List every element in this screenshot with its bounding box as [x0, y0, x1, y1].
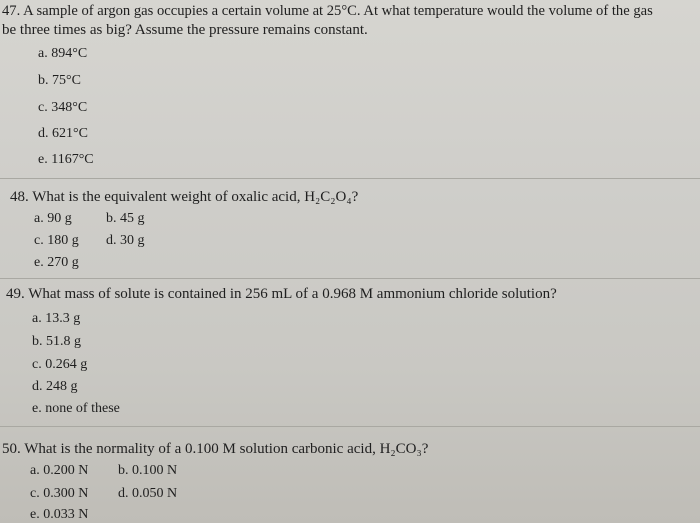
- question-47-option-a: a. 894°C: [38, 46, 88, 61]
- question-48-option-e: e. 270 g: [34, 255, 79, 270]
- page-divider: [0, 426, 700, 427]
- question-47-option-c: c. 348°C: [38, 100, 88, 115]
- question-48-option-c: c. 180 g: [34, 233, 79, 248]
- question-49-option-b: b. 51.8 g: [32, 334, 81, 349]
- question-48-option-b: b. 45 g: [106, 211, 145, 226]
- question-49-option-d: d. 248 g: [32, 379, 78, 394]
- page-divider: [0, 278, 700, 279]
- page-divider: [0, 178, 700, 179]
- question-48-stem: 48. What is the equivalent weight of oxalic acid, H₂C₂O₄?: [10, 189, 359, 205]
- question-49-option-e: e. none of these: [32, 401, 120, 416]
- question-50-option-e: e. 0.033 N: [30, 507, 89, 522]
- question-47-option-b: b. 75°C: [38, 73, 81, 88]
- question-50-option-c: c. 0.300 N: [30, 486, 89, 501]
- question-50-stem: 50. What is the normality of a 0.100 M solution carbonic acid, H₂CO₃?: [2, 441, 429, 457]
- question-50-option-b: b. 0.100 N: [118, 463, 178, 478]
- question-48-option-a: a. 90 g: [34, 211, 72, 226]
- question-48-option-d: d. 30 g: [106, 233, 145, 248]
- question-47-option-e: e. 1167°C: [38, 152, 94, 167]
- question-49-option-c: c. 0.264 g: [32, 357, 88, 372]
- question-47-stem-line-2: be three times as big? Assume the pressure remains constant.: [2, 22, 368, 38]
- question-47-stem-line-1: 47. A sample of argon gas occupies a certain volume at 25°C. At what temperature would the volume of the gas: [2, 3, 653, 19]
- question-47-option-d: d. 621°C: [38, 126, 88, 141]
- question-50-option-a: a. 0.200 N: [30, 463, 89, 478]
- question-49-option-a: a. 13.3 g: [32, 311, 81, 326]
- question-49-stem: 49. What mass of solute is contained in 256 mL of a 0.968 M ammonium chloride solution?: [6, 286, 557, 302]
- question-50-option-d: d. 0.050 N: [118, 486, 178, 501]
